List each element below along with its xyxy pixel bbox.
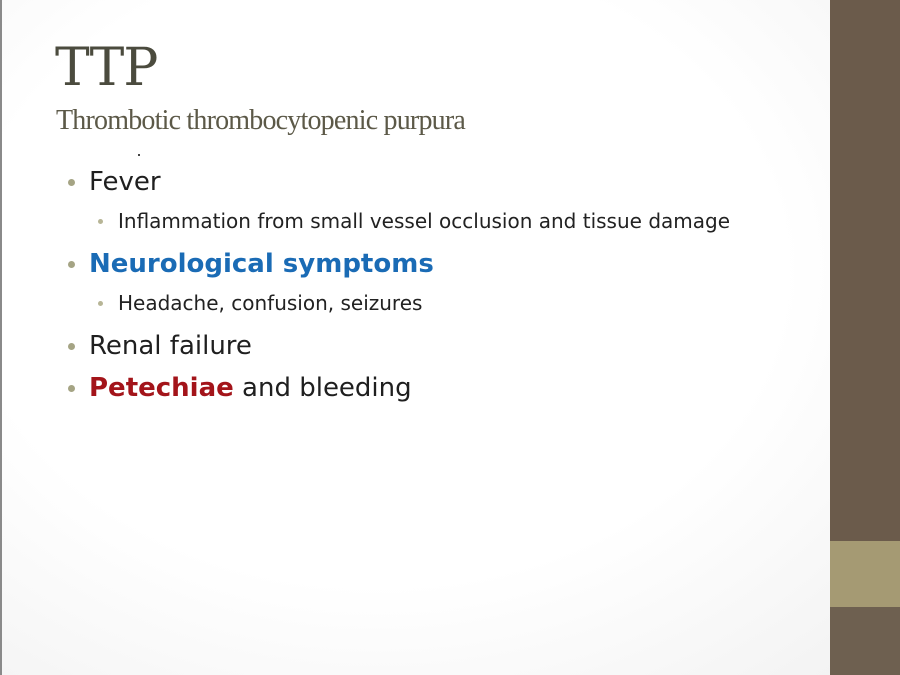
bullet-item-neurological	[66, 246, 730, 282]
bullet-icon	[68, 261, 75, 268]
bullet-text: Fever	[89, 167, 161, 197]
slide-title: TTP	[55, 38, 158, 98]
bullet-icon	[68, 385, 75, 392]
bullet-text: Renal failure	[89, 331, 252, 361]
slide-left-edge	[0, 0, 2, 675]
bullet-item-petechiae	[66, 370, 730, 406]
sidebar-accent-block	[830, 541, 900, 607]
sub-bullet-text: Headache, confusion, seizures	[118, 291, 423, 315]
sub-bullet-item-inflammation	[66, 206, 730, 236]
slide-subtitle: Thrombotic thrombocytopenic purpura	[56, 105, 465, 136]
bullet-list	[66, 164, 730, 406]
sub-bullet-icon	[98, 301, 103, 306]
bullet-text-highlighted: Petechiae	[89, 373, 234, 403]
bullet-text-highlighted: Neurological symptoms	[89, 249, 434, 279]
bullet-item-fever	[66, 164, 730, 200]
sub-bullet-icon	[98, 219, 103, 224]
sidebar-bottom-block	[830, 607, 900, 675]
sub-bullet-text: Inflammation from small vessel occlusion and tissue damage	[118, 209, 731, 233]
bullet-icon	[68, 179, 75, 186]
bullet-item-renal	[66, 328, 730, 364]
stray-dot	[138, 154, 140, 156]
sub-bullet-item-headache	[66, 288, 730, 318]
bullet-text-rest: and bleeding	[233, 373, 412, 403]
bullet-icon	[68, 343, 75, 350]
